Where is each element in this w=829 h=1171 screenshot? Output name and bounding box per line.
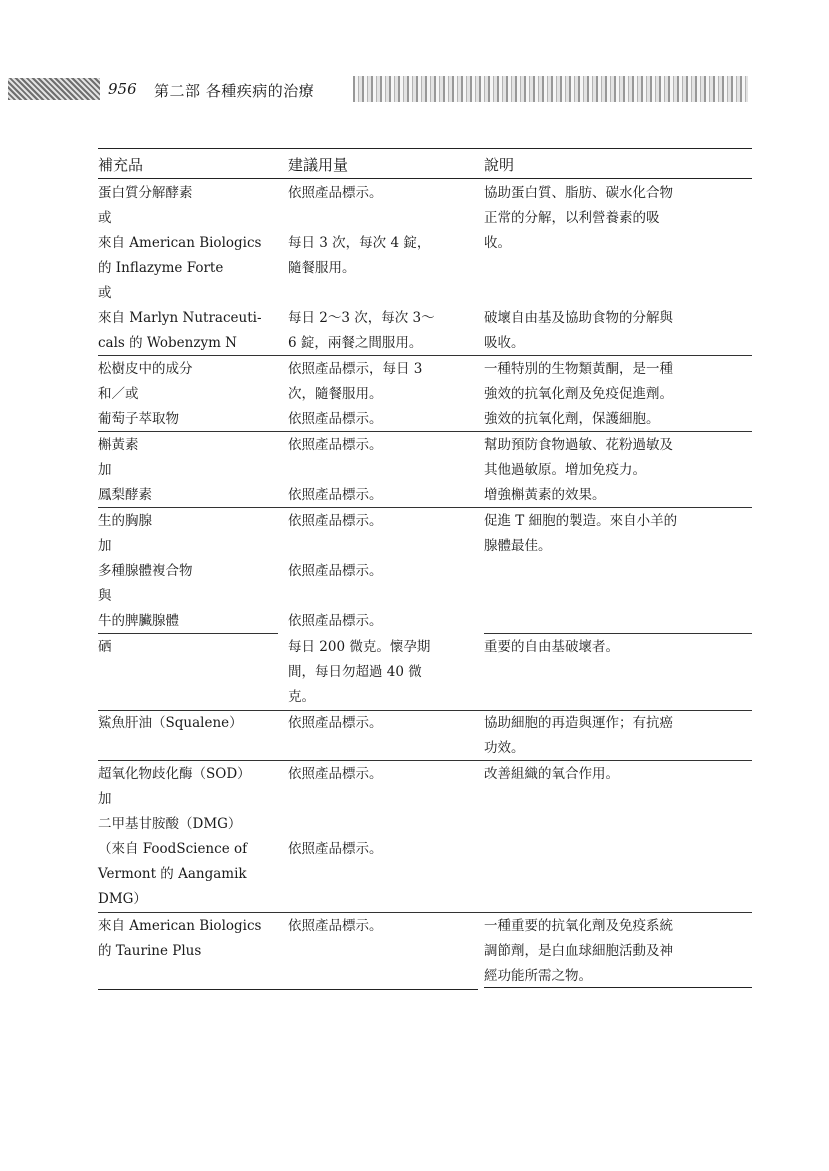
dosage-cell: 依照產品標示。: [288, 918, 383, 934]
header-band: [353, 76, 748, 102]
row-divider: [98, 760, 752, 761]
page-header: [8, 74, 748, 106]
row-divider: [98, 431, 752, 432]
table-header-rule: [98, 178, 752, 179]
table-bottom-rule: [98, 989, 478, 990]
dosage-cell: 依照產品標示。 依照產品標示。: [288, 766, 383, 857]
note-cell: 一種特別的生物類黃酮，是一種 強效的抗氧化劑及免疫促進劑。 強效的抗氧化劑，保護細胞。: [484, 361, 673, 427]
dosage-cell: 依照產品標示，每日 3 次，隨餐服用。 依照產品標示。: [288, 361, 423, 427]
chapter-title: 第二部 各種疾病的治療: [154, 82, 315, 100]
note-cell: 協助蛋白質、脂肪、碳水化合物 正常的分解，以利營養素的吸 收。 破壞自由基及協助食物的分解與 吸收。: [484, 185, 673, 351]
table-top-rule: [98, 148, 752, 149]
column-header-supplement: 補充品: [98, 156, 144, 174]
row-divider: [98, 633, 278, 634]
note-cell: 協助細胞的再造與運作；有抗癌 功效。: [484, 715, 673, 756]
dosage-cell: 每日 200 微克。懷孕期 間，每日勿超過 40 微 克。: [288, 639, 431, 705]
note-cell: 幫助預防食物過敏、花粉過敏及 其他過敏原。增加免疫力。 增強槲黃素的效果。: [484, 437, 673, 503]
note-cell: 促進 T 細胞的製造。來自小羊的 腺體最佳。: [484, 513, 678, 554]
row-divider: [98, 355, 752, 356]
note-cell: 改善組織的氧合作用。: [484, 766, 619, 782]
dosage-cell: 依照產品標示。 依照產品標示。: [288, 437, 383, 503]
table-header: [98, 154, 752, 178]
dosage-cell: 依照產品標示。: [288, 715, 383, 731]
page-number: 956: [108, 80, 137, 98]
supplement-cell: 槲黃素 加 鳳梨酵素: [98, 437, 152, 503]
column-header-note: 說明: [484, 156, 515, 174]
supplement-cell: 硒: [98, 639, 112, 655]
supplement-cell: 生的胸腺 加 多種腺體複合物 與 牛的脾臟腺體: [98, 513, 193, 629]
supplement-cell: 超氧化物歧化酶（SOD） 加 二甲基甘胺酸（DMG） （來自 FoodScience of Vermont 的 Aangamik DMG）: [98, 766, 251, 907]
column-header-dosage: 建議用量: [288, 156, 349, 174]
header-decoration: [8, 78, 100, 100]
row-divider: [98, 507, 752, 508]
supplement-cell: 蛋白質分解酵素 或 來自 American Biologics 的 Inflazyme Forte 或 來自 Marlyn Nutraceuti- cals 的 Wobenzym N: [98, 185, 262, 351]
supplement-cell: 鯊魚肝油（Squalene）: [98, 715, 243, 731]
dosage-cell: 依照產品標示。 依照產品標示。 依照產品標示。: [288, 513, 383, 629]
note-cell: 重要的自由基破壞者。: [484, 639, 619, 655]
supplement-cell: 松樹皮中的成分 和／或 葡萄子萃取物: [98, 361, 193, 427]
dosage-cell: 依照產品標示。 每日 3 次，每次 4 錠， 隨餐服用。 每日 2～3 次，每次 3～ 6 錠，兩餐之間服用。: [288, 185, 435, 351]
supplement-cell: 來自 American Biologics 的 Taurine Plus: [98, 918, 262, 959]
note-cell: 一種重要的抗氧化劑及免疫系統 調節劑，是白血球細胞活動及神 經功能所需之物。: [484, 918, 673, 984]
table-bottom-rule: [484, 987, 752, 988]
row-divider: [484, 633, 752, 634]
row-divider: [98, 912, 752, 913]
